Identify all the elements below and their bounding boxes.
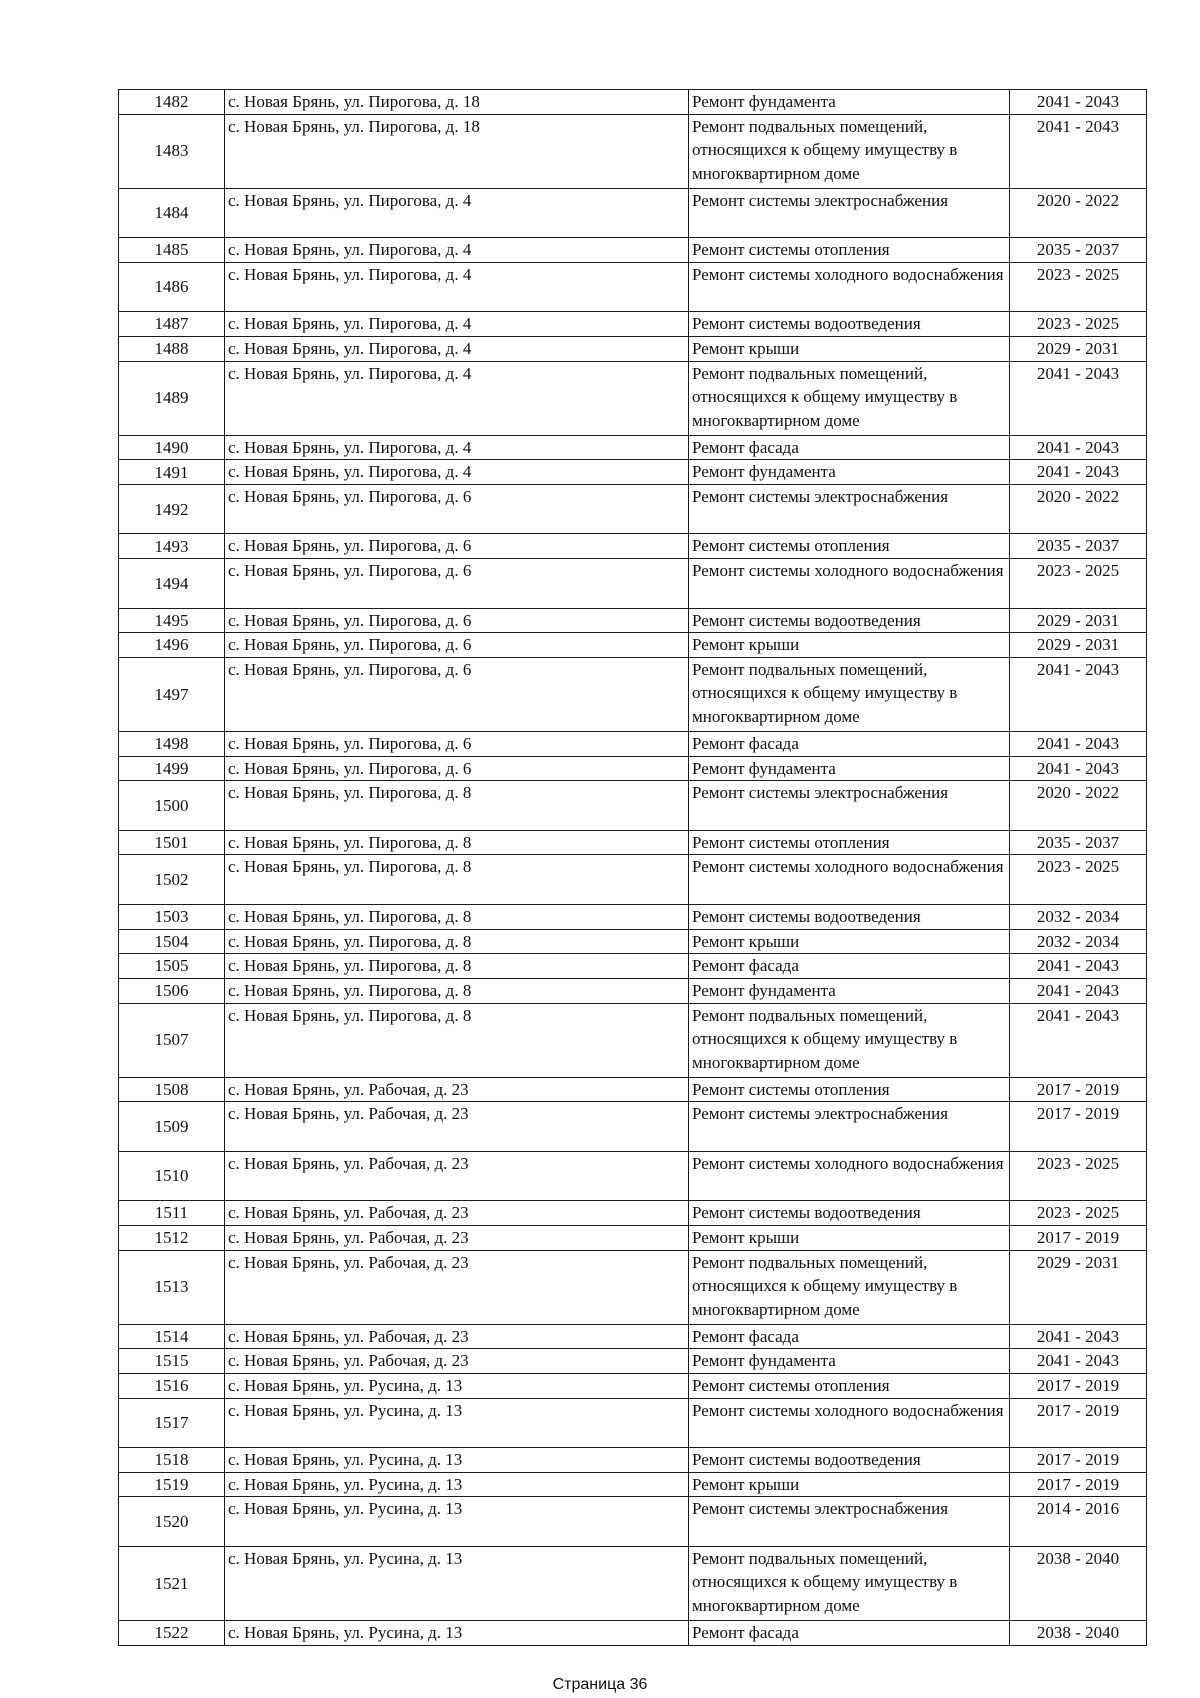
table-row — [119, 460, 1147, 485]
table-row — [119, 1077, 1147, 1102]
cell-number: 1490 — [119, 435, 225, 460]
table-row — [119, 1102, 1147, 1151]
cell-work-type: Ремонт фасада — [689, 732, 1010, 757]
cell-period: 2017 - 2019 — [1010, 1225, 1147, 1250]
cell-period: 2017 - 2019 — [1010, 1374, 1147, 1399]
cell-work-type: Ремонт системы отопления — [689, 1077, 1010, 1102]
cell-period: 2029 - 2031 — [1010, 1250, 1147, 1324]
cell-period: 2014 - 2016 — [1010, 1497, 1147, 1546]
table-row — [119, 188, 1147, 237]
table-row — [119, 1497, 1147, 1546]
cell-period: 2035 - 2037 — [1010, 830, 1147, 855]
cell-address: с. Новая Брянь, ул. Пирогова, д. 6 — [225, 608, 689, 633]
table-row — [119, 756, 1147, 781]
cell-work-type: Ремонт фундамента — [689, 90, 1010, 115]
cell-number: 1506 — [119, 978, 225, 1003]
cell-number: 1514 — [119, 1324, 225, 1349]
cell-address: с. Новая Брянь, ул. Пирогова, д. 8 — [225, 830, 689, 855]
cell-period: 2041 - 2043 — [1010, 1003, 1147, 1077]
cell-number: 1505 — [119, 954, 225, 979]
cell-period: 2023 - 2025 — [1010, 559, 1147, 608]
table-row — [119, 732, 1147, 757]
cell-period: 2020 - 2022 — [1010, 485, 1147, 534]
cell-number: 1522 — [119, 1620, 225, 1645]
cell-work-type: Ремонт крыши — [689, 1225, 1010, 1250]
cell-number: 1491 — [119, 460, 225, 485]
cell-period: 2041 - 2043 — [1010, 732, 1147, 757]
cell-address: с. Новая Брянь, ул. Пирогова, д. 6 — [225, 559, 689, 608]
cell-period: 2029 - 2031 — [1010, 633, 1147, 658]
cell-work-type: Ремонт подвальных помещений, относящихся к общему имуществу в многоквартирном доме — [689, 361, 1010, 435]
cell-work-type: Ремонт системы отопления — [689, 830, 1010, 855]
cell-address: с. Новая Брянь, ул. Пирогова, д. 6 — [225, 657, 689, 731]
cell-period: 2041 - 2043 — [1010, 978, 1147, 1003]
cell-work-type: Ремонт системы водоотведения — [689, 1201, 1010, 1226]
cell-work-type: Ремонт фундамента — [689, 756, 1010, 781]
cell-number: 1508 — [119, 1077, 225, 1102]
cell-address: с. Новая Брянь, ул. Пирогова, д. 4 — [225, 312, 689, 337]
cell-address: с. Новая Брянь, ул. Пирогова, д. 8 — [225, 781, 689, 830]
cell-number: 1499 — [119, 756, 225, 781]
cell-period: 2041 - 2043 — [1010, 954, 1147, 979]
cell-period: 2041 - 2043 — [1010, 657, 1147, 731]
cell-address: с. Новая Брянь, ул. Рабочая, д. 23 — [225, 1225, 689, 1250]
cell-number: 1501 — [119, 830, 225, 855]
cell-number: 1495 — [119, 608, 225, 633]
cell-work-type: Ремонт системы холодного водоснабжения — [689, 1151, 1010, 1200]
cell-work-type: Ремонт системы электроснабжения — [689, 781, 1010, 830]
cell-number: 1507 — [119, 1003, 225, 1077]
cell-period: 2023 - 2025 — [1010, 855, 1147, 904]
cell-work-type: Ремонт системы водоотведения — [689, 1448, 1010, 1473]
cell-address: с. Новая Брянь, ул. Пирогова, д. 18 — [225, 90, 689, 115]
table-row — [119, 633, 1147, 658]
cell-period: 2020 - 2022 — [1010, 188, 1147, 237]
cell-period: 2035 - 2037 — [1010, 534, 1147, 559]
cell-period: 2041 - 2043 — [1010, 114, 1147, 188]
cell-number: 1520 — [119, 1497, 225, 1546]
cell-address: с. Новая Брянь, ул. Русина, д. 13 — [225, 1620, 689, 1645]
table-row — [119, 1546, 1147, 1620]
cell-address: с. Новая Брянь, ул. Пирогова, д. 4 — [225, 460, 689, 485]
cell-period: 2023 - 2025 — [1010, 312, 1147, 337]
cell-period: 2023 - 2025 — [1010, 1201, 1147, 1226]
cell-period: 2032 - 2034 — [1010, 929, 1147, 954]
page-number: Страница 36 — [552, 1676, 648, 1693]
table-row — [119, 238, 1147, 263]
cell-number: 1521 — [119, 1546, 225, 1620]
cell-work-type: Ремонт системы холодного водоснабжения — [689, 262, 1010, 311]
cell-work-type: Ремонт крыши — [689, 633, 1010, 658]
cell-number: 1482 — [119, 90, 225, 115]
table-row — [119, 90, 1147, 115]
cell-address: с. Новая Брянь, ул. Пирогова, д. 8 — [225, 978, 689, 1003]
cell-period: 2017 - 2019 — [1010, 1077, 1147, 1102]
cell-period: 2023 - 2025 — [1010, 1151, 1147, 1200]
cell-period: 2035 - 2037 — [1010, 238, 1147, 263]
cell-work-type: Ремонт фундамента — [689, 460, 1010, 485]
cell-address: с. Новая Брянь, ул. Русина, д. 13 — [225, 1472, 689, 1497]
cell-work-type: Ремонт фасада — [689, 1324, 1010, 1349]
cell-work-type: Ремонт фасада — [689, 954, 1010, 979]
cell-work-type: Ремонт системы электроснабжения — [689, 1497, 1010, 1546]
table-row — [119, 830, 1147, 855]
cell-number: 1511 — [119, 1201, 225, 1226]
cell-work-type: Ремонт системы отопления — [689, 238, 1010, 263]
table-row — [119, 435, 1147, 460]
table-row — [119, 1472, 1147, 1497]
table-row — [119, 312, 1147, 337]
cell-number: 1486 — [119, 262, 225, 311]
cell-number: 1498 — [119, 732, 225, 757]
table-row — [119, 262, 1147, 311]
cell-work-type: Ремонт фундамента — [689, 1349, 1010, 1374]
cell-address: с. Новая Брянь, ул. Рабочая, д. 23 — [225, 1102, 689, 1151]
cell-number: 1484 — [119, 188, 225, 237]
table-row — [119, 361, 1147, 435]
cell-address: с. Новая Брянь, ул. Пирогова, д. 18 — [225, 114, 689, 188]
cell-number: 1509 — [119, 1102, 225, 1151]
cell-address: с. Новая Брянь, ул. Рабочая, д. 23 — [225, 1349, 689, 1374]
cell-work-type: Ремонт системы холодного водоснабжения — [689, 1398, 1010, 1447]
table-row — [119, 114, 1147, 188]
cell-address: с. Новая Брянь, ул. Русина, д. 13 — [225, 1374, 689, 1399]
table-row — [119, 1324, 1147, 1349]
cell-address: с. Новая Брянь, ул. Пирогова, д. 8 — [225, 954, 689, 979]
cell-number: 1504 — [119, 929, 225, 954]
cell-work-type: Ремонт подвальных помещений, относящихся к общему имуществу в многоквартирном доме — [689, 657, 1010, 731]
table-row — [119, 1398, 1147, 1447]
cell-period: 2017 - 2019 — [1010, 1102, 1147, 1151]
table-row — [119, 1250, 1147, 1324]
cell-address: с. Новая Брянь, ул. Рабочая, д. 23 — [225, 1324, 689, 1349]
cell-work-type: Ремонт крыши — [689, 336, 1010, 361]
cell-number: 1485 — [119, 238, 225, 263]
cell-number: 1512 — [119, 1225, 225, 1250]
cell-work-type: Ремонт системы холодного водоснабжения — [689, 855, 1010, 904]
table-row — [119, 1151, 1147, 1200]
cell-address: с. Новая Брянь, ул. Пирогова, д. 4 — [225, 188, 689, 237]
cell-work-type: Ремонт системы водоотведения — [689, 904, 1010, 929]
cell-period: 2041 - 2043 — [1010, 1349, 1147, 1374]
cell-period: 2041 - 2043 — [1010, 756, 1147, 781]
table-row — [119, 1374, 1147, 1399]
cell-work-type: Ремонт системы отопления — [689, 534, 1010, 559]
cell-work-type: Ремонт системы водоотведения — [689, 312, 1010, 337]
cell-number: 1496 — [119, 633, 225, 658]
cell-period: 2017 - 2019 — [1010, 1472, 1147, 1497]
cell-address: с. Новая Брянь, ул. Русина, д. 13 — [225, 1546, 689, 1620]
cell-number: 1492 — [119, 485, 225, 534]
cell-address: с. Новая Брянь, ул. Пирогова, д. 6 — [225, 485, 689, 534]
cell-address: с. Новая Брянь, ул. Пирогова, д. 8 — [225, 855, 689, 904]
cell-period: 2017 - 2019 — [1010, 1398, 1147, 1447]
cell-number: 1489 — [119, 361, 225, 435]
cell-address: с. Новая Брянь, ул. Пирогова, д. 8 — [225, 904, 689, 929]
cell-work-type: Ремонт системы электроснабжения — [689, 485, 1010, 534]
table-row — [119, 1349, 1147, 1374]
cell-work-type: Ремонт фасада — [689, 435, 1010, 460]
cell-number: 1510 — [119, 1151, 225, 1200]
repair-schedule-table — [118, 89, 1147, 1646]
cell-number: 1503 — [119, 904, 225, 929]
table-row — [119, 781, 1147, 830]
table-row — [119, 657, 1147, 731]
cell-address: с. Новая Брянь, ул. Рабочая, д. 23 — [225, 1201, 689, 1226]
cell-address: с. Новая Брянь, ул. Пирогова, д. 6 — [225, 732, 689, 757]
cell-work-type: Ремонт системы отопления — [689, 1374, 1010, 1399]
cell-period: 2023 - 2025 — [1010, 262, 1147, 311]
cell-number: 1488 — [119, 336, 225, 361]
cell-work-type: Ремонт системы холодного водоснабжения — [689, 559, 1010, 608]
table-row — [119, 534, 1147, 559]
cell-work-type: Ремонт системы электроснабжения — [689, 188, 1010, 237]
cell-address: с. Новая Брянь, ул. Пирогова, д. 4 — [225, 361, 689, 435]
cell-period: 2041 - 2043 — [1010, 90, 1147, 115]
table-row — [119, 559, 1147, 608]
cell-address: с. Новая Брянь, ул. Пирогова, д. 4 — [225, 262, 689, 311]
cell-address: с. Новая Брянь, ул. Русина, д. 13 — [225, 1448, 689, 1473]
table-row — [119, 485, 1147, 534]
table-row — [119, 336, 1147, 361]
table-row — [119, 1003, 1147, 1077]
cell-address: с. Новая Брянь, ул. Пирогова, д. 8 — [225, 1003, 689, 1077]
cell-period: 2038 - 2040 — [1010, 1546, 1147, 1620]
table-row — [119, 855, 1147, 904]
cell-number: 1494 — [119, 559, 225, 608]
cell-address: с. Новая Брянь, ул. Рабочая, д. 23 — [225, 1077, 689, 1102]
cell-number: 1519 — [119, 1472, 225, 1497]
cell-address: с. Новая Брянь, ул. Русина, д. 13 — [225, 1398, 689, 1447]
cell-number: 1516 — [119, 1374, 225, 1399]
cell-number: 1497 — [119, 657, 225, 731]
cell-address: с. Новая Брянь, ул. Русина, д. 13 — [225, 1497, 689, 1546]
table-row — [119, 608, 1147, 633]
cell-number: 1493 — [119, 534, 225, 559]
cell-address: с. Новая Брянь, ул. Пирогова, д. 6 — [225, 633, 689, 658]
cell-address: с. Новая Брянь, ул. Пирогова, д. 6 — [225, 756, 689, 781]
cell-work-type: Ремонт подвальных помещений, относящихся к общему имуществу в многоквартирном доме — [689, 1546, 1010, 1620]
cell-address: с. Новая Брянь, ул. Пирогова, д. 4 — [225, 238, 689, 263]
table-row — [119, 954, 1147, 979]
cell-period: 2038 - 2040 — [1010, 1620, 1147, 1645]
cell-work-type: Ремонт подвальных помещений, относящихся к общему имуществу в многоквартирном доме — [689, 114, 1010, 188]
cell-work-type: Ремонт системы водоотведения — [689, 608, 1010, 633]
table-row — [119, 1448, 1147, 1473]
cell-address: с. Новая Брянь, ул. Пирогова, д. 4 — [225, 336, 689, 361]
cell-period: 2041 - 2043 — [1010, 1324, 1147, 1349]
cell-number: 1518 — [119, 1448, 225, 1473]
table-row — [119, 904, 1147, 929]
cell-work-type: Ремонт системы электроснабжения — [689, 1102, 1010, 1151]
cell-number: 1483 — [119, 114, 225, 188]
cell-number: 1517 — [119, 1398, 225, 1447]
cell-number: 1500 — [119, 781, 225, 830]
cell-period: 2032 - 2034 — [1010, 904, 1147, 929]
cell-period: 2017 - 2019 — [1010, 1448, 1147, 1473]
cell-work-type: Ремонт подвальных помещений, относящихся к общему имуществу в многоквартирном доме — [689, 1003, 1010, 1077]
table-row — [119, 929, 1147, 954]
cell-period: 2041 - 2043 — [1010, 460, 1147, 485]
cell-work-type: Ремонт крыши — [689, 1472, 1010, 1497]
cell-period: 2041 - 2043 — [1010, 435, 1147, 460]
cell-address: с. Новая Брянь, ул. Пирогова, д. 6 — [225, 534, 689, 559]
cell-address: с. Новая Брянь, ул. Рабочая, д. 23 — [225, 1250, 689, 1324]
cell-work-type: Ремонт подвальных помещений, относящихся к общему имуществу в многоквартирном доме — [689, 1250, 1010, 1324]
table-body — [119, 90, 1147, 1646]
cell-address: с. Новая Брянь, ул. Рабочая, д. 23 — [225, 1151, 689, 1200]
table-row — [119, 1225, 1147, 1250]
cell-period: 2029 - 2031 — [1010, 336, 1147, 361]
table-row — [119, 1620, 1147, 1645]
cell-work-type: Ремонт фундамента — [689, 978, 1010, 1003]
cell-number: 1515 — [119, 1349, 225, 1374]
cell-period: 2041 - 2043 — [1010, 361, 1147, 435]
cell-period: 2020 - 2022 — [1010, 781, 1147, 830]
cell-work-type: Ремонт фасада — [689, 1620, 1010, 1645]
cell-address: с. Новая Брянь, ул. Пирогова, д. 8 — [225, 929, 689, 954]
cell-period: 2029 - 2031 — [1010, 608, 1147, 633]
table-row — [119, 978, 1147, 1003]
cell-work-type: Ремонт крыши — [689, 929, 1010, 954]
cell-number: 1487 — [119, 312, 225, 337]
table-row — [119, 1201, 1147, 1226]
cell-number: 1502 — [119, 855, 225, 904]
cell-address: с. Новая Брянь, ул. Пирогова, д. 4 — [225, 435, 689, 460]
cell-number: 1513 — [119, 1250, 225, 1324]
